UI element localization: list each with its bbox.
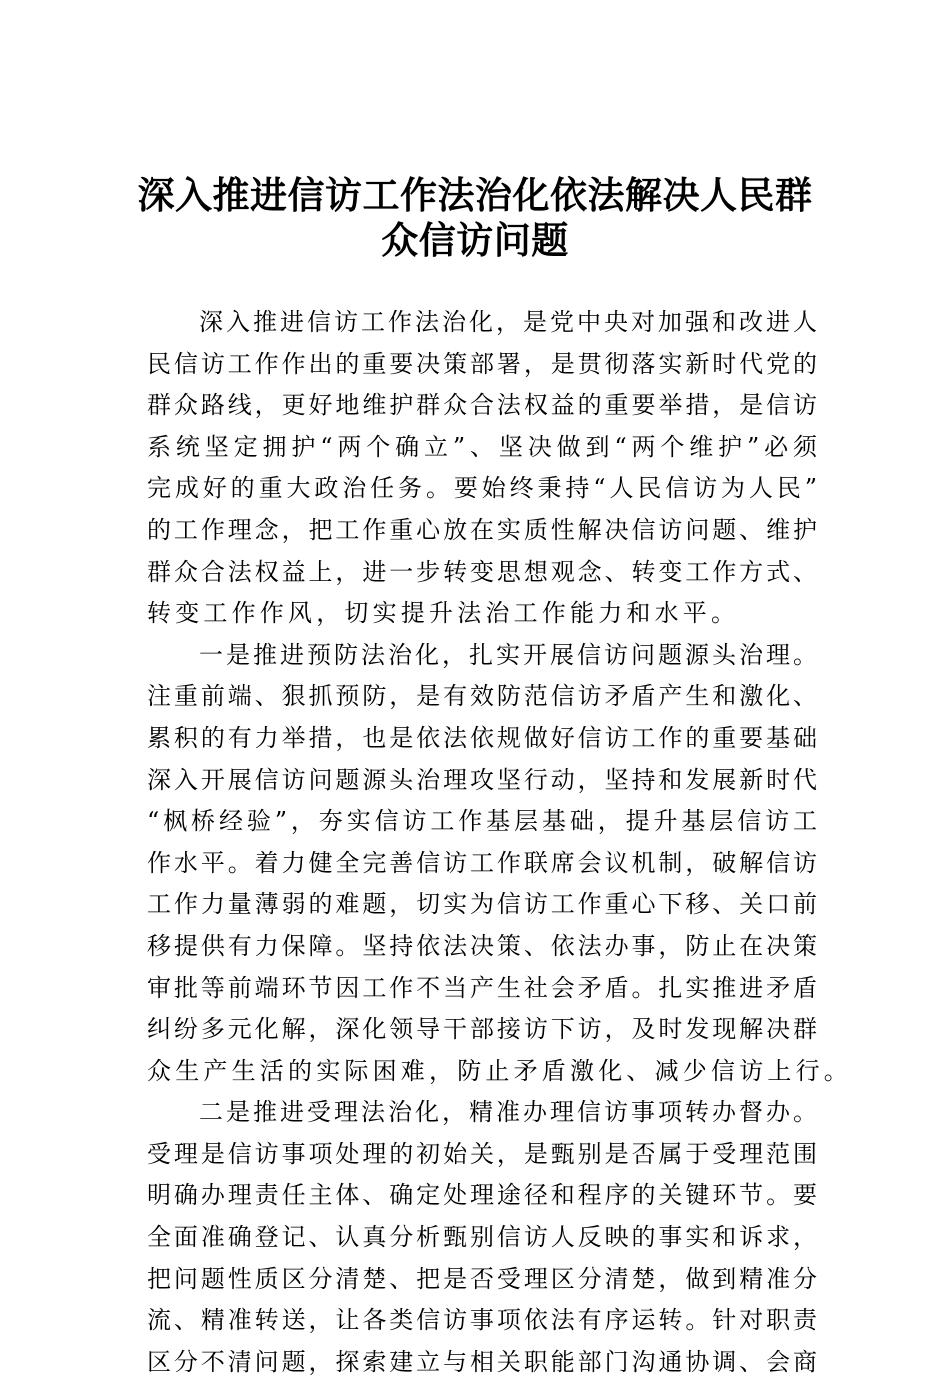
paragraph-2-line-9: 审批等前端环节因工作不当产生社会矛盾。扎实推进矛盾 (147, 973, 817, 1002)
paragraph-2-line-10: 纠纷多元化解，深化领导干部接访下访，及时发现解决群 (147, 1015, 817, 1044)
paragraph-1-line-3: 群众路线，更好地维护群众合法权益的重要举措，是信访 (147, 391, 817, 420)
document-body (147, 302, 852, 1383)
paragraph-1-line-6: 的工作理念，把工作重心放在实质性解决信访问题、维护 (147, 515, 817, 544)
paragraph-1-line-2: 民信访工作作出的重要决策部署，是贯彻落实新时代党的 (147, 349, 817, 378)
paragraph-3-line-7: 区分不清问题，探索建立与相关职能部门沟通协调、会商 (147, 1347, 817, 1376)
paragraph-3-line-4: 全面准确登记、认真分析甄别信访人反映的事实和诉求， (147, 1223, 817, 1252)
paragraph-3-line-5: 把问题性质区分清楚、把是否受理区分清楚，做到精准分 (147, 1264, 817, 1293)
paragraph-2-line-1: 一是推进预防法治化，扎实开展信访问题源头治理。 (199, 640, 817, 669)
document-title-line-2: 众信访问题 (381, 218, 569, 262)
paragraph-2-line-2: 注重前端、狠抓预防，是有效防范信访矛盾产生和激化、 (147, 682, 817, 711)
paragraph-1-line-4: 系统坚定拥护“两个确立”、坚决做到“两个维护”必须 (147, 432, 817, 461)
paragraph-2-line-7: 工作力量薄弱的难题，切实为信访工作重心下移、关口前 (147, 890, 817, 919)
paragraph-2-line-4: 深入开展信访问题源头治理攻坚行动，坚持和发展新时代 (147, 765, 817, 794)
document-title-line-1: 深入推进信访工作法治化依法解决人民群 (137, 173, 813, 217)
paragraph-2-line-3: 累积的有力举措，也是依法依规做好信访工作的重要基础 (147, 723, 817, 752)
paragraph-1-line-7: 群众合法权益上，进一步转变思想观念、转变工作方式、 (147, 557, 817, 586)
paragraph-3-line-3: 明确办理责任主体、确定处理途径和程序的关键环节。要 (147, 1181, 817, 1210)
paragraph-2-line-11: 众生产生活的实际困难，防止矛盾激化、减少信访上行。 (147, 1056, 852, 1085)
paragraph-1-line-8: 转变工作作风，切实提升法治工作能力和水平。 (147, 599, 740, 628)
paragraph-3-line-6: 流、精准转送，让各类信访事项依法有序运转。针对职责 (147, 1306, 817, 1335)
paragraph-2-line-6: 作水平。着力健全完善信访工作联席会议机制，破解信访 (147, 848, 817, 877)
paragraph-2-line-8: 移提供有力保障。坚持依法决策、依法办事，防止在决策 (147, 931, 817, 960)
paragraph-1-line-5: 完成好的重大政治任务。要始终秉持“人民信访为人民” (147, 474, 817, 503)
paragraph-3-line-2: 受理是信访事项处理的初始关，是甄别是否属于受理范围 (147, 1139, 817, 1168)
paragraph-2-line-5: “枫桥经验”，夯实信访工作基层基础，提升基层信访工 (147, 807, 817, 836)
paragraph-1-line-1: 深入推进信访工作法治化，是党中央对加强和改进人 (199, 308, 817, 336)
paragraph-3-line-1: 二是推进受理法治化，精准办理信访事项转办督办。 (199, 1098, 817, 1127)
